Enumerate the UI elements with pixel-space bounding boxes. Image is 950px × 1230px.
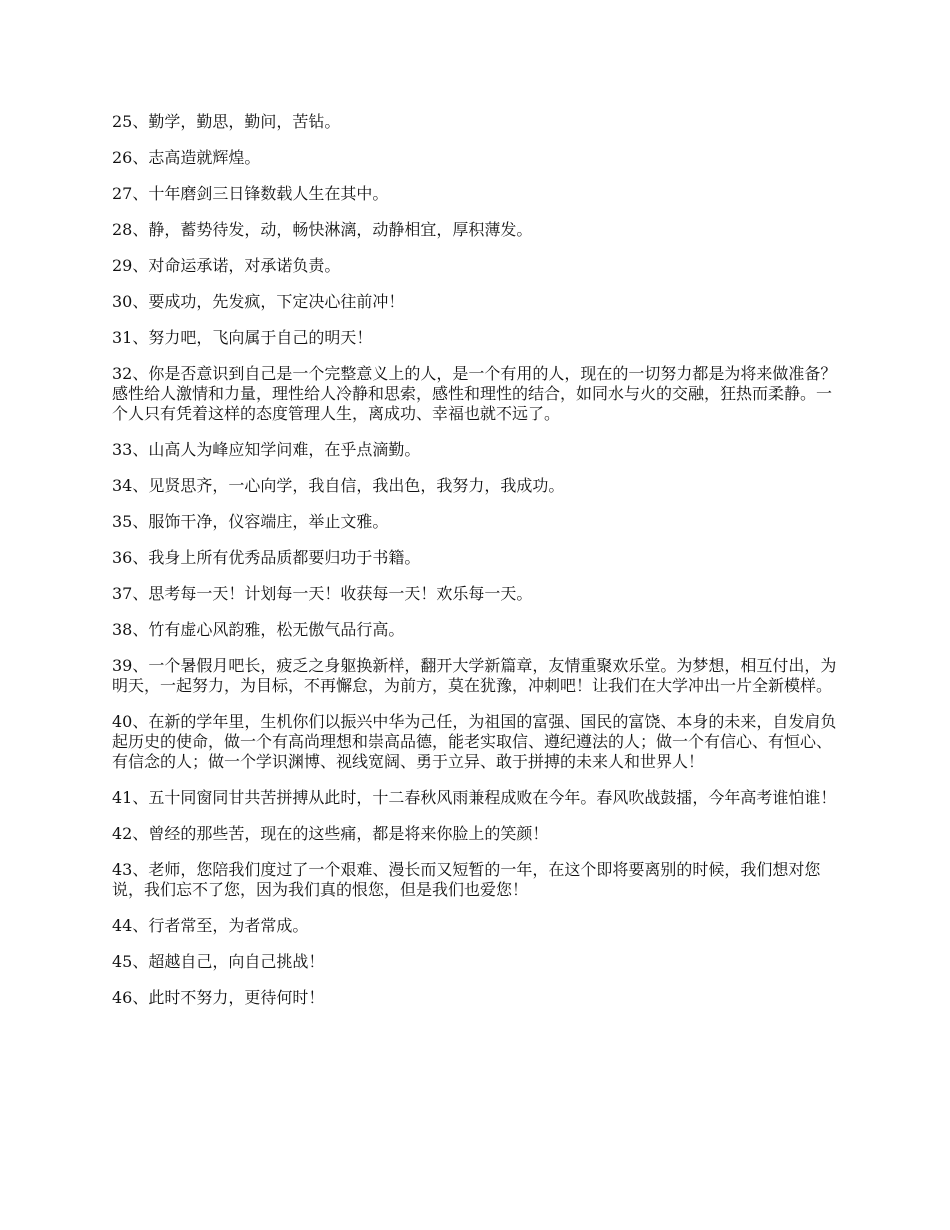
quote-item: 39、一个暑假月吧长，疲乏之身躯换新样，翻开大学新篇章，友情重聚欢乐堂。为梦想，相互付出，为明天，一起努力，为目标，不再懈怠，为前方，莫在犹豫，冲刺吧！让我们在大学冲出一片全新模样。 bbox=[112, 656, 837, 695]
quote-item: 36、我身上所有优秀品质都要归功于书籍。 bbox=[112, 548, 421, 567]
quote-item: 31、努力吧，飞向属于自己的明天！ bbox=[112, 328, 373, 347]
quote-item: 46、此时不努力，更待何时！ bbox=[112, 988, 325, 1007]
quote-item: 35、服饰干净，仪容端庄，举止文雅。 bbox=[112, 512, 389, 531]
quote-item: 32、你是否意识到自己是一个完整意义上的人，是一个有用的人，现在的一切努力都是为将来做准备？感性给人激情和力量，理性给人冷静和思索，感性和理性的结合，如同水与火的交融，狂热而柔静。一个人只有凭着这样的态度管理人生，离成功、幸福也就不远了。 bbox=[112, 364, 837, 423]
quote-item: 40、在新的学年里，生机你们以振兴中华为己任，为祖国的富强、国民的富饶、本身的未来，自发肩负起历史的使命，做一个有高尚理想和崇高品德，能老实取信、遵纪遵法的人；做一个有信心、有恒心、有信念的人；做一个学识渊博、视线宽阔、勇于立异、敢于拼搏的未来人和世界人！ bbox=[112, 712, 837, 771]
quote-item: 41、五十同窗同甘共苦拼搏从此时，十二春秋风雨兼程成败在今年。春风吹战鼓擂，今年高考谁怕谁！ bbox=[112, 788, 837, 807]
quote-item: 34、见贤思齐，一心向学，我自信，我出色，我努力，我成功。 bbox=[112, 476, 565, 495]
quote-item: 33、山高人为峰应知学问难，在乎点滴勤。 bbox=[112, 440, 421, 459]
quote-item: 42、曾经的那些苦，现在的这些痛，都是将来你脸上的笑颜！ bbox=[112, 824, 549, 843]
quote-item: 43、老师，您陪我们度过了一个艰难、漫长而又短暂的一年，在这个即将要离别的时候，我们想对您说，我们忘不了您，因为我们真的恨您，但是我们也爱您！ bbox=[112, 860, 821, 899]
quote-item: 26、志高造就辉煌。 bbox=[112, 148, 261, 167]
quote-item: 30、要成功，先发疯，下定决心往前冲！ bbox=[112, 292, 405, 311]
quote-item: 38、竹有虚心风韵雅，松无傲气品行高。 bbox=[112, 620, 405, 639]
quote-item: 25、勤学，勤思，勤问，苦钻。 bbox=[112, 112, 341, 131]
quote-item: 44、行者常至，为者常成。 bbox=[112, 916, 309, 935]
quote-item: 29、对命运承诺，对承诺负责。 bbox=[112, 256, 341, 275]
quote-item: 27、十年磨剑三日锋数载人生在其中。 bbox=[112, 184, 389, 203]
quote-item: 45、超越自己，向自己挑战！ bbox=[112, 952, 325, 971]
quote-list bbox=[112, 112, 840, 1024]
quote-item: 37、思考每一天！计划每一天！收获每一天！欢乐每一天。 bbox=[112, 584, 533, 603]
quote-item: 28、静，蓄势待发，动，畅快淋漓，动静相宜，厚积薄发。 bbox=[112, 220, 533, 239]
